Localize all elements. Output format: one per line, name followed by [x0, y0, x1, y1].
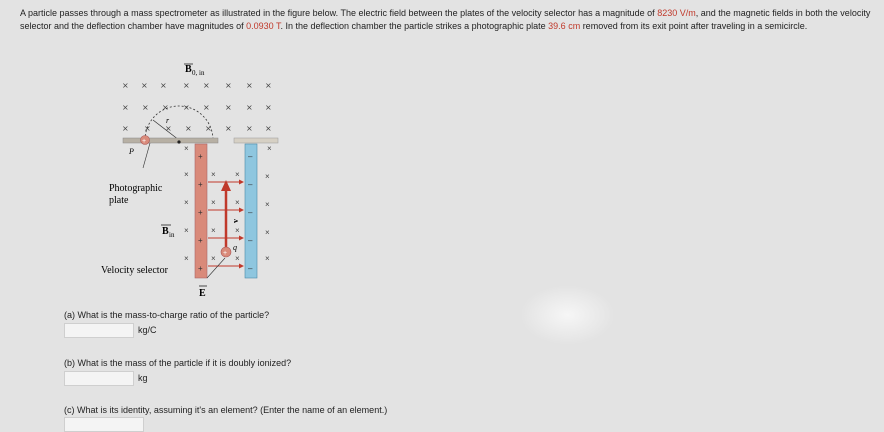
question-c-label: (c) What is its identity, assuming it's an element? (Enter the name of an element.): [64, 405, 388, 415]
particle-plus: +: [223, 250, 228, 257]
answer-c-input[interactable]: [64, 417, 144, 432]
x-mark: ×: [265, 81, 272, 90]
answer-b-unit: kg: [138, 373, 148, 383]
upper-field-x-marks: [122, 81, 272, 133]
impact-plus: +: [142, 138, 147, 145]
x-mark: ×: [122, 103, 129, 112]
x-mark: ×: [265, 124, 272, 133]
x-mark: ×: [183, 103, 190, 112]
photographic-plate: [123, 138, 218, 143]
x-mark: ×: [203, 81, 210, 90]
field-arrowheads: [239, 180, 244, 269]
e-field-label: E: [199, 288, 206, 299]
minus-mark: –: [248, 264, 253, 273]
x-mark: ×: [160, 81, 167, 90]
x-mark: ×: [122, 81, 129, 90]
x-mark: ×: [203, 103, 210, 112]
mass-spectrometer-figure: [95, 60, 295, 305]
plate-right-segment: [234, 138, 278, 143]
charge-label: q: [233, 243, 237, 252]
arrowhead: [239, 264, 244, 269]
x-mark: ×: [265, 254, 270, 263]
x-mark: ×: [211, 170, 216, 179]
x-mark: ×: [246, 103, 253, 112]
arrowhead: [239, 236, 244, 241]
exit-point: [177, 140, 180, 143]
x-mark: ×: [205, 124, 212, 133]
x-mark: ×: [184, 170, 189, 179]
minus-mark: –: [248, 180, 253, 189]
x-mark: ×: [267, 144, 272, 153]
distance-value: 39.6 cm: [548, 21, 581, 31]
minus-mark: –: [248, 152, 253, 161]
problem-text-4: removed from its exit point after traveling in a semicircle.: [580, 21, 808, 31]
x-mark: ×: [142, 103, 149, 112]
x-mark: ×: [246, 81, 253, 90]
x-mark: ×: [162, 103, 169, 112]
x-mark: ×: [265, 172, 270, 181]
x-mark: ×: [185, 124, 192, 133]
x-mark: ×: [225, 81, 232, 90]
answer-a-input[interactable]: [64, 323, 134, 338]
problem-text-3: . In the deflection chamber the particle strikes a photographic plate: [280, 21, 549, 31]
x-mark: ×: [225, 103, 232, 112]
plus-mark: +: [198, 236, 203, 245]
x-mark: ×: [235, 226, 240, 235]
electric-field-value: 8230 V/m: [657, 8, 696, 18]
background-glow: [520, 285, 615, 345]
x-mark: ×: [225, 124, 232, 133]
b0-subscript: 0, in: [192, 69, 205, 77]
x-mark: ×: [183, 81, 190, 90]
bin-label: B: [162, 226, 169, 237]
x-mark: ×: [265, 200, 270, 209]
x-mark: ×: [235, 254, 240, 263]
radius-label: r: [166, 116, 170, 125]
x-mark: ×: [165, 124, 172, 133]
answer-a-unit: kg/C: [138, 325, 157, 335]
plus-mark: +: [198, 152, 203, 161]
arrowhead: [239, 180, 244, 185]
x-mark: ×: [211, 226, 216, 235]
question-a-label: (a) What is the mass-to-charge ratio of the particle?: [64, 310, 270, 320]
plate-label-line1: Photographic: [109, 183, 163, 194]
e-pointer-line: [207, 258, 225, 278]
problem-text-2: , and the magnetic fields in both the velocity selector and the deflection chamber have magnitudes of: [20, 8, 871, 31]
velocity-label: v: [231, 219, 240, 223]
b0-label: B: [185, 64, 192, 75]
x-mark: ×: [211, 198, 216, 207]
x-mark: ×: [265, 103, 272, 112]
x-mark: ×: [265, 228, 270, 237]
x-mark: ×: [122, 124, 129, 133]
problem-text-1: A particle passes through a mass spectrometer as illustrated in the figure below. The electric field between the plates of the velocity selector has a magnitude of: [20, 8, 658, 18]
velocity-selector-label: Velocity selector: [101, 265, 168, 276]
x-mark: ×: [184, 226, 189, 235]
x-mark: ×: [141, 81, 148, 90]
minus-mark: –: [248, 236, 253, 245]
x-mark: ×: [184, 198, 189, 207]
minus-mark: –: [248, 208, 253, 217]
x-mark: ×: [211, 254, 216, 263]
plus-mark: +: [198, 208, 203, 217]
plus-mark: +: [198, 264, 203, 273]
plate-label-line2: plate: [109, 195, 129, 206]
x-mark: ×: [144, 124, 151, 133]
question-b-label: (b) What is the mass of the particle if it is doubly ionized?: [64, 358, 292, 368]
x-mark: ×: [235, 170, 240, 179]
x-mark: ×: [184, 254, 189, 263]
plus-mark: +: [198, 180, 203, 189]
x-mark: ×: [235, 198, 240, 207]
x-mark: ×: [184, 144, 189, 153]
plate-pointer-line: [143, 143, 150, 168]
magnetic-field-value: 0.0930 T: [246, 21, 281, 31]
bin-subscript: in: [169, 231, 175, 239]
arrowhead: [239, 208, 244, 213]
x-mark: ×: [246, 124, 253, 133]
problem-statement: [20, 7, 875, 33]
point-p-label: P: [129, 147, 134, 156]
answer-b-input[interactable]: [64, 371, 134, 386]
